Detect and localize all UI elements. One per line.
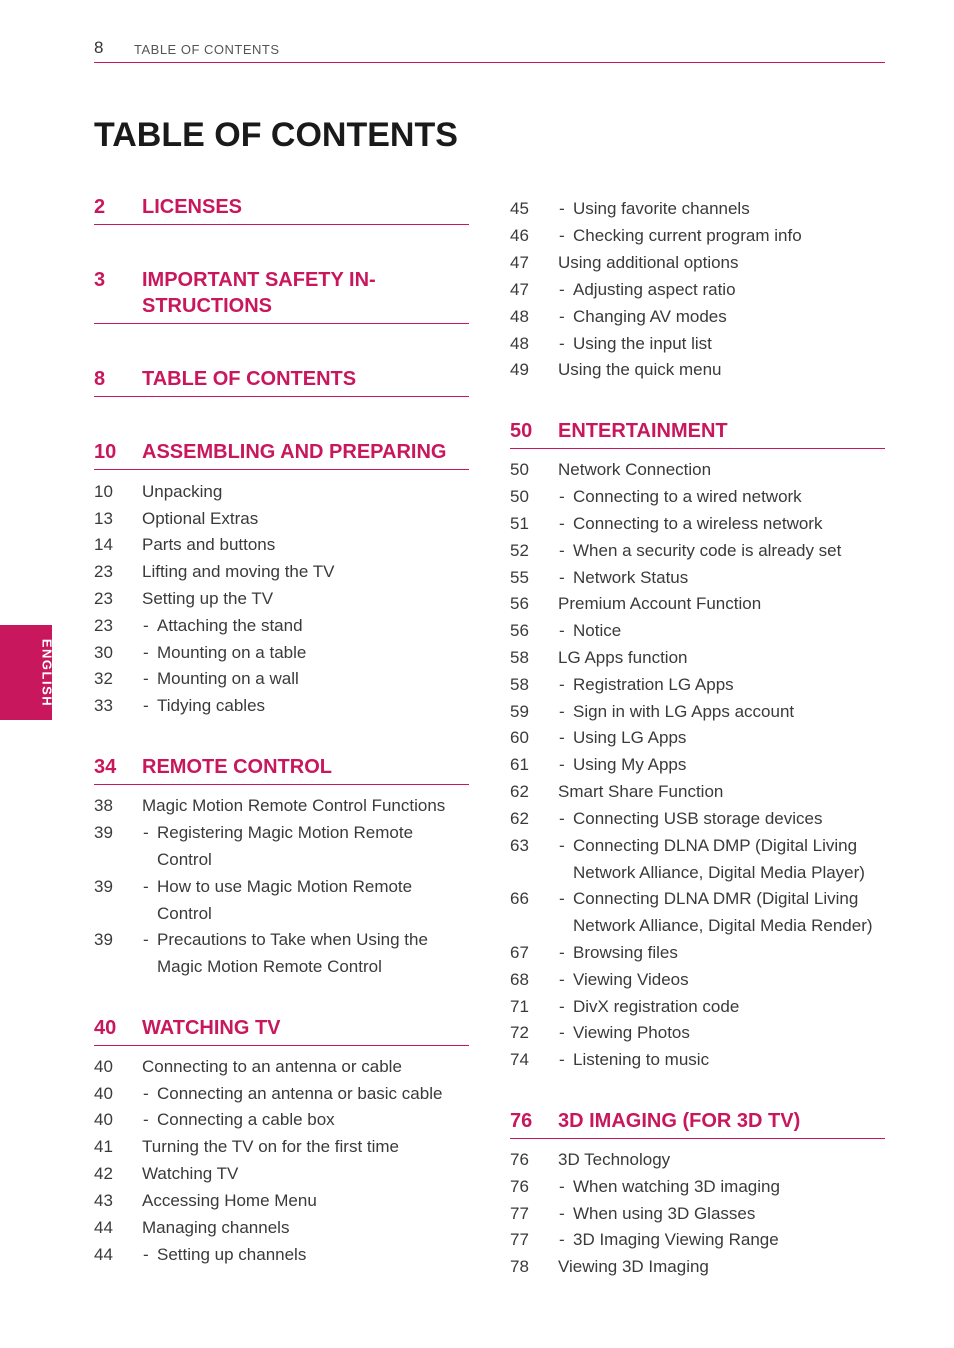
toc-subentry[interactable] [510,725,886,752]
entry-title: Parts and buttons [142,535,276,554]
toc-subentry[interactable] [510,940,886,967]
header-title: TABLE OF CONTENTS [134,42,280,57]
toc-section-heading[interactable] [94,439,469,470]
entry-title: Watching TV [142,1164,239,1183]
entry-title: - Adjusting aspect ratio [573,277,886,304]
toc-section-heading[interactable] [94,1015,469,1046]
toc-section-heading[interactable] [94,194,469,225]
entry-page: 76 [510,1177,529,1196]
entry-page: 40 [94,1084,113,1103]
toc-subentry[interactable] [94,613,470,640]
entry-title: Smart Share Function [558,782,724,801]
entry-title: - Viewing Photos [573,1020,886,1047]
entry-title: Lifting and moving the TV [142,562,335,581]
toc-entry[interactable] [94,793,470,820]
entry-page: 62 [510,782,529,801]
toc-subentry[interactable] [510,1020,886,1047]
toc-subentry[interactable] [510,699,886,726]
entry-page: 13 [94,509,113,528]
entry-page: 63 [510,836,529,855]
toc-subentry[interactable] [510,994,886,1021]
language-tab [0,625,55,720]
toc-subentry[interactable] [94,1081,470,1108]
section-page-number: 2 [94,196,106,218]
entry-page: 56 [510,621,529,640]
entry-title: Viewing 3D Imaging [558,1257,709,1276]
entry-title: - Mounting on a wall [157,666,470,693]
page-title: TABLE OF CONTENTS [94,116,458,154]
entry-page: 77 [510,1204,529,1223]
entry-page: 66 [510,889,529,908]
entry-title: - Connecting an antenna or basic cable [157,1081,470,1108]
entry-title: - Connecting USB storage devices [573,806,886,833]
entry-title: Optional Extras [142,509,259,528]
toc-subentry[interactable] [510,886,886,940]
toc-entry[interactable] [510,1147,886,1174]
toc-entry[interactable] [94,532,470,559]
toc-subentry[interactable] [510,833,886,887]
entry-title: Accessing Home Menu [142,1191,317,1210]
entry-page: 44 [94,1245,113,1264]
toc-subentry[interactable] [510,752,886,779]
toc-entry[interactable] [510,357,886,384]
entry-page: 76 [510,1150,529,1169]
entry-page: 44 [94,1218,113,1237]
toc-entry[interactable] [510,457,886,484]
entry-title: Network Connection [558,460,712,479]
toc-subentry[interactable] [94,693,470,720]
entry-page: 39 [94,877,113,896]
entry-page: 62 [510,809,529,828]
toc-entry[interactable] [94,506,470,533]
entry-page: 23 [94,562,113,581]
entry-title: Unpacking [142,482,223,501]
toc-subentry[interactable] [510,1201,886,1228]
section-title: WATCHING TV [142,1017,281,1039]
entry-title: - When a security code is already set [573,538,886,565]
entry-page: 52 [510,541,529,560]
entry-page: 14 [94,535,113,554]
toc-subentry[interactable] [510,538,886,565]
toc-subentry[interactable] [510,1047,886,1074]
entry-page: 39 [94,930,113,949]
entry-title: - How to use Magic Motion Remote Control [157,874,470,928]
toc-subentry[interactable] [510,967,886,994]
section-page-number: 3 [94,269,106,291]
toc-subentry[interactable] [510,618,886,645]
entry-title: LG Apps function [558,648,688,667]
entry-page: 72 [510,1023,529,1042]
toc-section-heading[interactable] [510,1108,885,1139]
entry-page: 58 [510,648,529,667]
entry-page: 40 [94,1110,113,1129]
toc-entry[interactable] [94,559,470,586]
section-page-number: 34 [94,756,117,778]
entry-page: 78 [510,1257,529,1276]
entry-title: - Using My Apps [573,752,886,779]
toc-section-heading[interactable] [94,267,469,324]
toc-subentry[interactable] [94,874,470,928]
entry-page: 46 [510,226,529,245]
toc-section-heading[interactable] [94,366,469,397]
toc-subentry[interactable] [510,565,886,592]
entry-title: - Connecting to a wireless network [573,511,886,538]
entry-title: - DivX registration code [573,994,886,1021]
toc-subentry[interactable] [94,820,470,874]
page-number: 8 [94,38,104,57]
entry-title: - Using LG Apps [573,725,886,752]
section-page-number: 8 [94,368,106,390]
toc-entry[interactable] [510,1254,886,1281]
entry-page: 40 [94,1057,113,1076]
entry-title: - When watching 3D imaging [573,1174,886,1201]
entry-title: - Tidying cables [157,693,470,720]
section-title: TABLE OF CONTENTS [142,368,357,390]
entry-page: 42 [94,1164,113,1183]
entry-title: - Connecting DLNA DMR (Digital Living Network Alliance, Digital Media Render) [573,886,886,940]
toc-subentry[interactable] [510,277,886,304]
toc-subentry[interactable] [510,672,886,699]
entry-page: 50 [510,460,529,479]
toc-entry[interactable] [510,645,886,672]
entry-page: 59 [510,702,529,721]
entry-page: 74 [510,1050,529,1069]
entry-page: 10 [94,482,113,501]
entry-page: 38 [94,796,113,815]
section-page-number: 50 [510,420,533,442]
toc-subentry[interactable] [94,1242,470,1269]
entry-title: Using the quick menu [558,360,722,379]
toc-entry[interactable] [510,250,886,277]
entry-page: 56 [510,594,529,613]
entry-title: - Connecting DLNA DMP (Digital Living Network Alliance, Digital Media Player) [573,833,886,887]
entry-page: 51 [510,514,529,533]
entry-page: 41 [94,1137,113,1156]
toc-entry[interactable] [94,586,470,613]
entry-title: - Using favorite channels [573,196,886,223]
entry-page: 47 [510,253,529,272]
toc-subentry[interactable] [94,666,470,693]
toc-entry[interactable] [94,1188,470,1215]
toc-entry[interactable] [94,1054,470,1081]
entry-page: 58 [510,675,529,694]
entry-title: - Registration LG Apps [573,672,886,699]
entry-title: - 3D Imaging Viewing Range [573,1227,886,1254]
entry-title: - Mounting on a table [157,640,470,667]
toc-entry[interactable] [94,479,470,506]
entry-page: 49 [510,360,529,379]
entry-page: 61 [510,755,529,774]
entry-title: 3D Technology [558,1150,671,1169]
toc-subentry[interactable] [94,640,470,667]
entry-title: Magic Motion Remote Control Functions [142,796,446,815]
toc-subentry[interactable] [510,1227,886,1254]
entry-title: Using additional options [558,253,739,272]
entry-title: - Checking current program info [573,223,886,250]
section-title: REMOTE CONTROL [142,756,332,778]
entry-title: - Setting up channels [157,1242,470,1269]
section-page-number: 40 [94,1017,117,1039]
entry-title: - Connecting to a wired network [573,484,886,511]
toc-subentry[interactable] [510,806,886,833]
toc-section-heading[interactable] [510,418,885,449]
toc-subentry[interactable] [510,223,886,250]
entry-title: - Network Status [573,565,886,592]
entry-page: 77 [510,1230,529,1249]
entry-title: - Browsing files [573,940,886,967]
section-title: LICENSES [142,196,243,218]
entry-page: 23 [94,616,113,635]
entry-title: - Viewing Videos [573,967,886,994]
entry-title: Premium Account Function [558,594,762,613]
section-title: IMPORTANT SAFETY IN-STRUCTIONS [142,269,376,317]
entry-title: - Precautions to Take when Using the Magic Motion Remote Control [157,927,470,981]
toc-subentry[interactable] [510,331,886,358]
toc-subentry[interactable] [94,927,470,981]
page-header [94,38,885,63]
toc-subentry[interactable] [510,511,886,538]
toc-subentry[interactable] [510,196,886,223]
entry-title: - Attaching the stand [157,613,470,640]
entry-title: - Connecting a cable box [157,1107,470,1134]
section-page-number: 10 [94,441,117,463]
entry-title: - Changing AV modes [573,304,886,331]
entry-title: - Registering Magic Motion Remote Control [157,820,470,874]
language-tab-label: ENGLISH [39,638,55,707]
entry-page: 67 [510,943,529,962]
entry-title: Managing channels [142,1218,290,1237]
entry-page: 43 [94,1191,113,1210]
entry-page: 71 [510,997,529,1016]
entry-page: 68 [510,970,529,989]
entry-page: 32 [94,669,113,688]
entry-page: 39 [94,823,113,842]
toc-subentry[interactable] [510,1174,886,1201]
entry-title: Setting up the TV [142,589,274,608]
toc-entry[interactable] [94,1215,470,1242]
entry-page: 30 [94,643,113,662]
toc-entry[interactable] [94,1134,470,1161]
entry-page: 50 [510,487,529,506]
toc-entry[interactable] [510,779,886,806]
entry-title: - Listening to music [573,1047,886,1074]
toc-subentry[interactable] [510,304,886,331]
entry-page: 47 [510,280,529,299]
toc-entry[interactable] [510,591,886,618]
entry-page: 55 [510,568,529,587]
entry-title: Turning the TV on for the first time [142,1137,400,1156]
section-title: ASSEMBLING AND PREPARING [142,441,447,463]
section-title: ENTERTAINMENT [558,420,728,442]
entry-page: 48 [510,307,529,326]
entry-title: - Notice [573,618,886,645]
entry-page: 48 [510,334,529,353]
entry-page: 60 [510,728,529,747]
toc-subentry[interactable] [94,1107,470,1134]
section-title: 3D IMAGING (FOR 3D TV) [558,1110,801,1132]
entry-page: 33 [94,696,113,715]
entry-title: - Sign in with LG Apps account [573,699,886,726]
toc-subentry[interactable] [510,484,886,511]
section-page-number: 76 [510,1110,533,1132]
toc-section-heading[interactable] [94,754,469,785]
toc-entry[interactable] [94,1161,470,1188]
entry-page: 23 [94,589,113,608]
entry-page: 45 [510,199,529,218]
entry-title: - When using 3D Glasses [573,1201,886,1228]
entry-title: Connecting to an antenna or cable [142,1057,402,1076]
entry-title: - Using the input list [573,331,886,358]
